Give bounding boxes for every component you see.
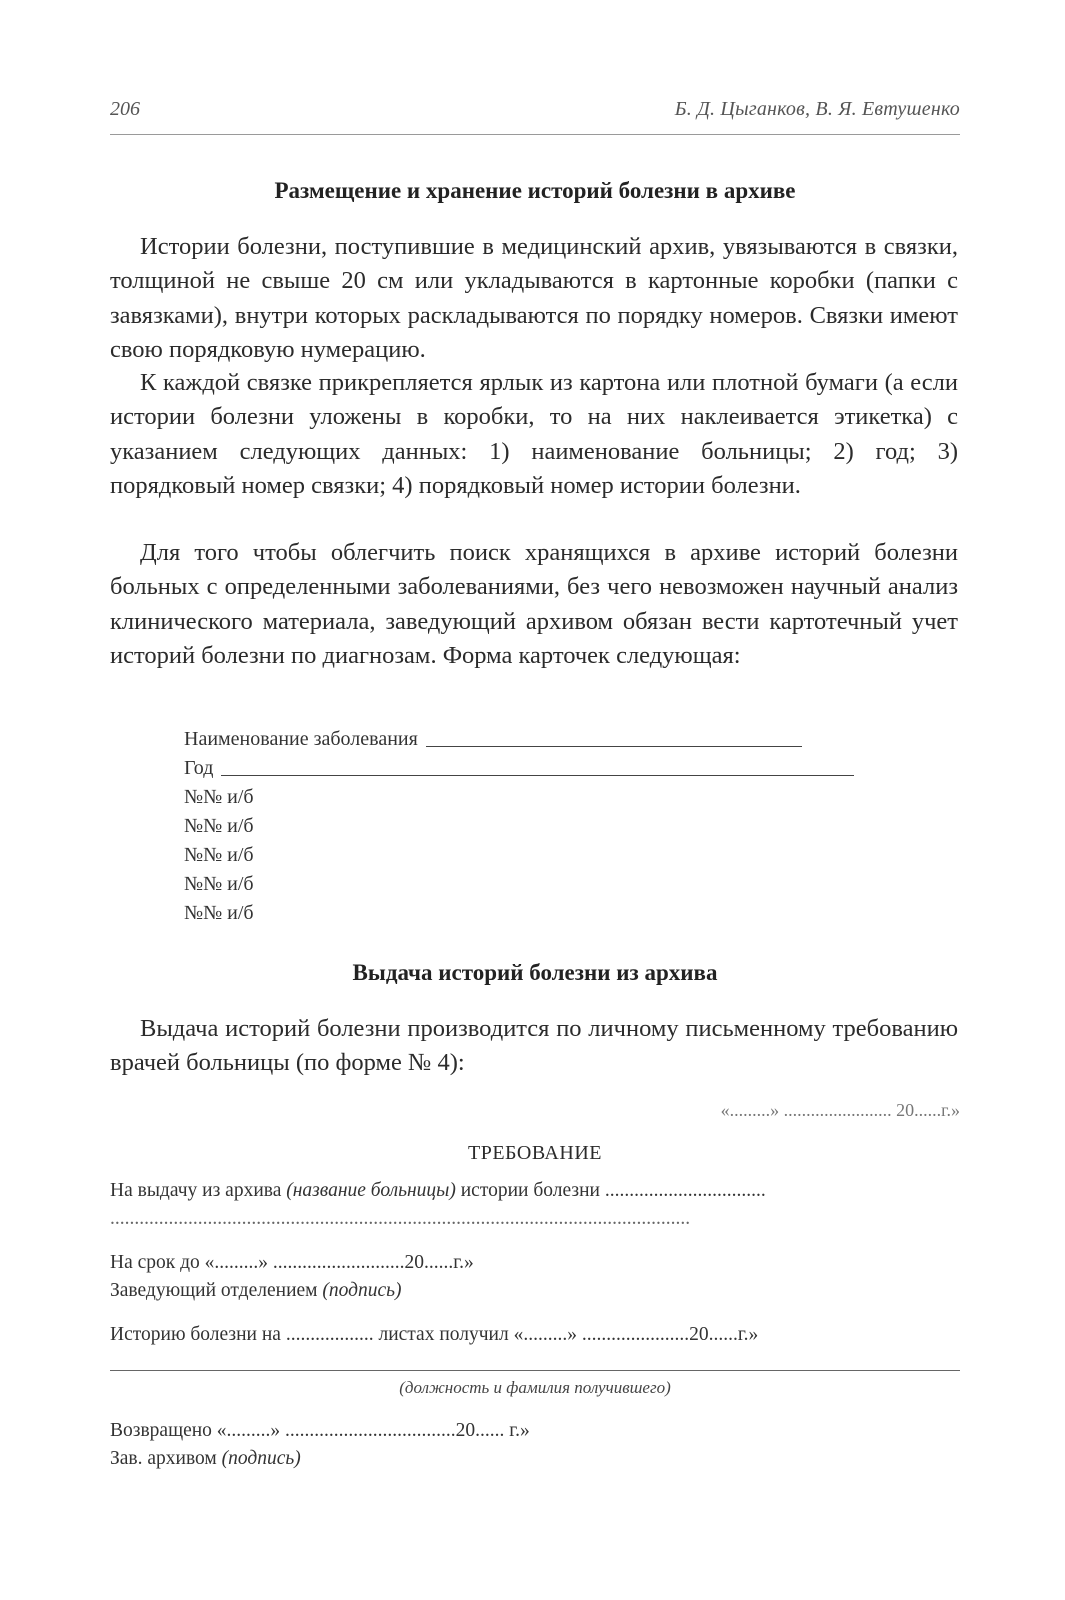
form-head-prefix: Заведующий отделением [110, 1280, 323, 1301]
form-archive-prefix: Зав. архивом [110, 1448, 222, 1469]
page-header [110, 98, 960, 135]
card-disease-line [426, 746, 802, 747]
form-issue-suffix: истории болезни ................................. [455, 1180, 766, 1201]
card-year-line [221, 775, 854, 776]
card-case-row: №№ и/б [184, 873, 254, 895]
card-disease-row [184, 725, 854, 754]
form-head-italic: (подпись) [322, 1280, 402, 1301]
form-received-line: Историю болезни на .................. листах получил «.........» ......................20......г.» [110, 1324, 759, 1345]
card-case-row: №№ и/б [184, 902, 254, 924]
form-archive-line [110, 1448, 960, 1470]
running-authors: Б. Д. Цыганков, В. Я. Евтушенко [674, 98, 960, 120]
section-title-issue: Выдача историй болезни из архива [352, 960, 718, 985]
form-issue-line [110, 1180, 960, 1202]
section-title-storage: Размещение и хранение историй болезни в архиве [274, 178, 796, 203]
page-number: 206 [110, 98, 140, 120]
card-case-row: №№ и/б [184, 815, 254, 837]
card-year-label: Год [184, 757, 214, 779]
card-year-row [184, 754, 854, 783]
form-archive-italic: (подпись) [221, 1448, 301, 1469]
form-date-line: «.........» ........................ 20......г.» [720, 1100, 960, 1120]
form-title: ТРЕБОВАНИЕ [468, 1142, 602, 1164]
form-head-line [110, 1280, 960, 1302]
form-term-line: На срок до «.........» ...........................20......г.» [110, 1252, 474, 1273]
form-returned-line: Возвращено «.........» ...................................20...... г.» [110, 1420, 530, 1441]
paragraph-1: Истории болезни, поступившие в медицинский архив, увязываются в связки, толщиной не свыше 20 см или укладываются в картонные коробки (папки с завязками), внутри которых раскладываются по порядку номеров. Связки имеют свою порядковую нумерацию. [110, 233, 958, 364]
form-issue-italic: (название больницы) [286, 1180, 456, 1201]
paragraph-3: Для того чтобы облегчить поиск хранящихся в архиве историй болезни больных с определенными заболеваниями, без чего невозможен научный анализ клинического материала, заведующий архивом обязан вести картотечный учет историй болезни по диагнозам. Форма карточек следующая: [110, 539, 958, 670]
card-disease-label: Наименование заболевания [184, 728, 418, 750]
card-case-row: №№ и/б [184, 844, 254, 866]
paragraph-2: К каждой связке прикрепляется ярлык из картона или плотной бумаги (а если истории болезни уложены в коробки, то на них наклеивается этикетка) с указанием следующих данных: 1) наименование больницы; 2) год; 3) порядковый номер связки; 4) порядковый номер истории болезни. [110, 369, 958, 500]
card-form [184, 725, 854, 928]
form-issue-prefix: На выдачу из архива [110, 1180, 287, 1201]
receiver-rule [110, 1370, 960, 1371]
form-dotted-line: ....................................................................................................................... [110, 1208, 691, 1229]
receiver-caption: (должность и фамилия получившего) [399, 1378, 671, 1397]
paragraph-issue: Выдача историй болезни производится по личному письменному требованию врачей больницы (по форме № 4): [110, 1015, 958, 1077]
card-case-row: №№ и/б [184, 786, 254, 808]
